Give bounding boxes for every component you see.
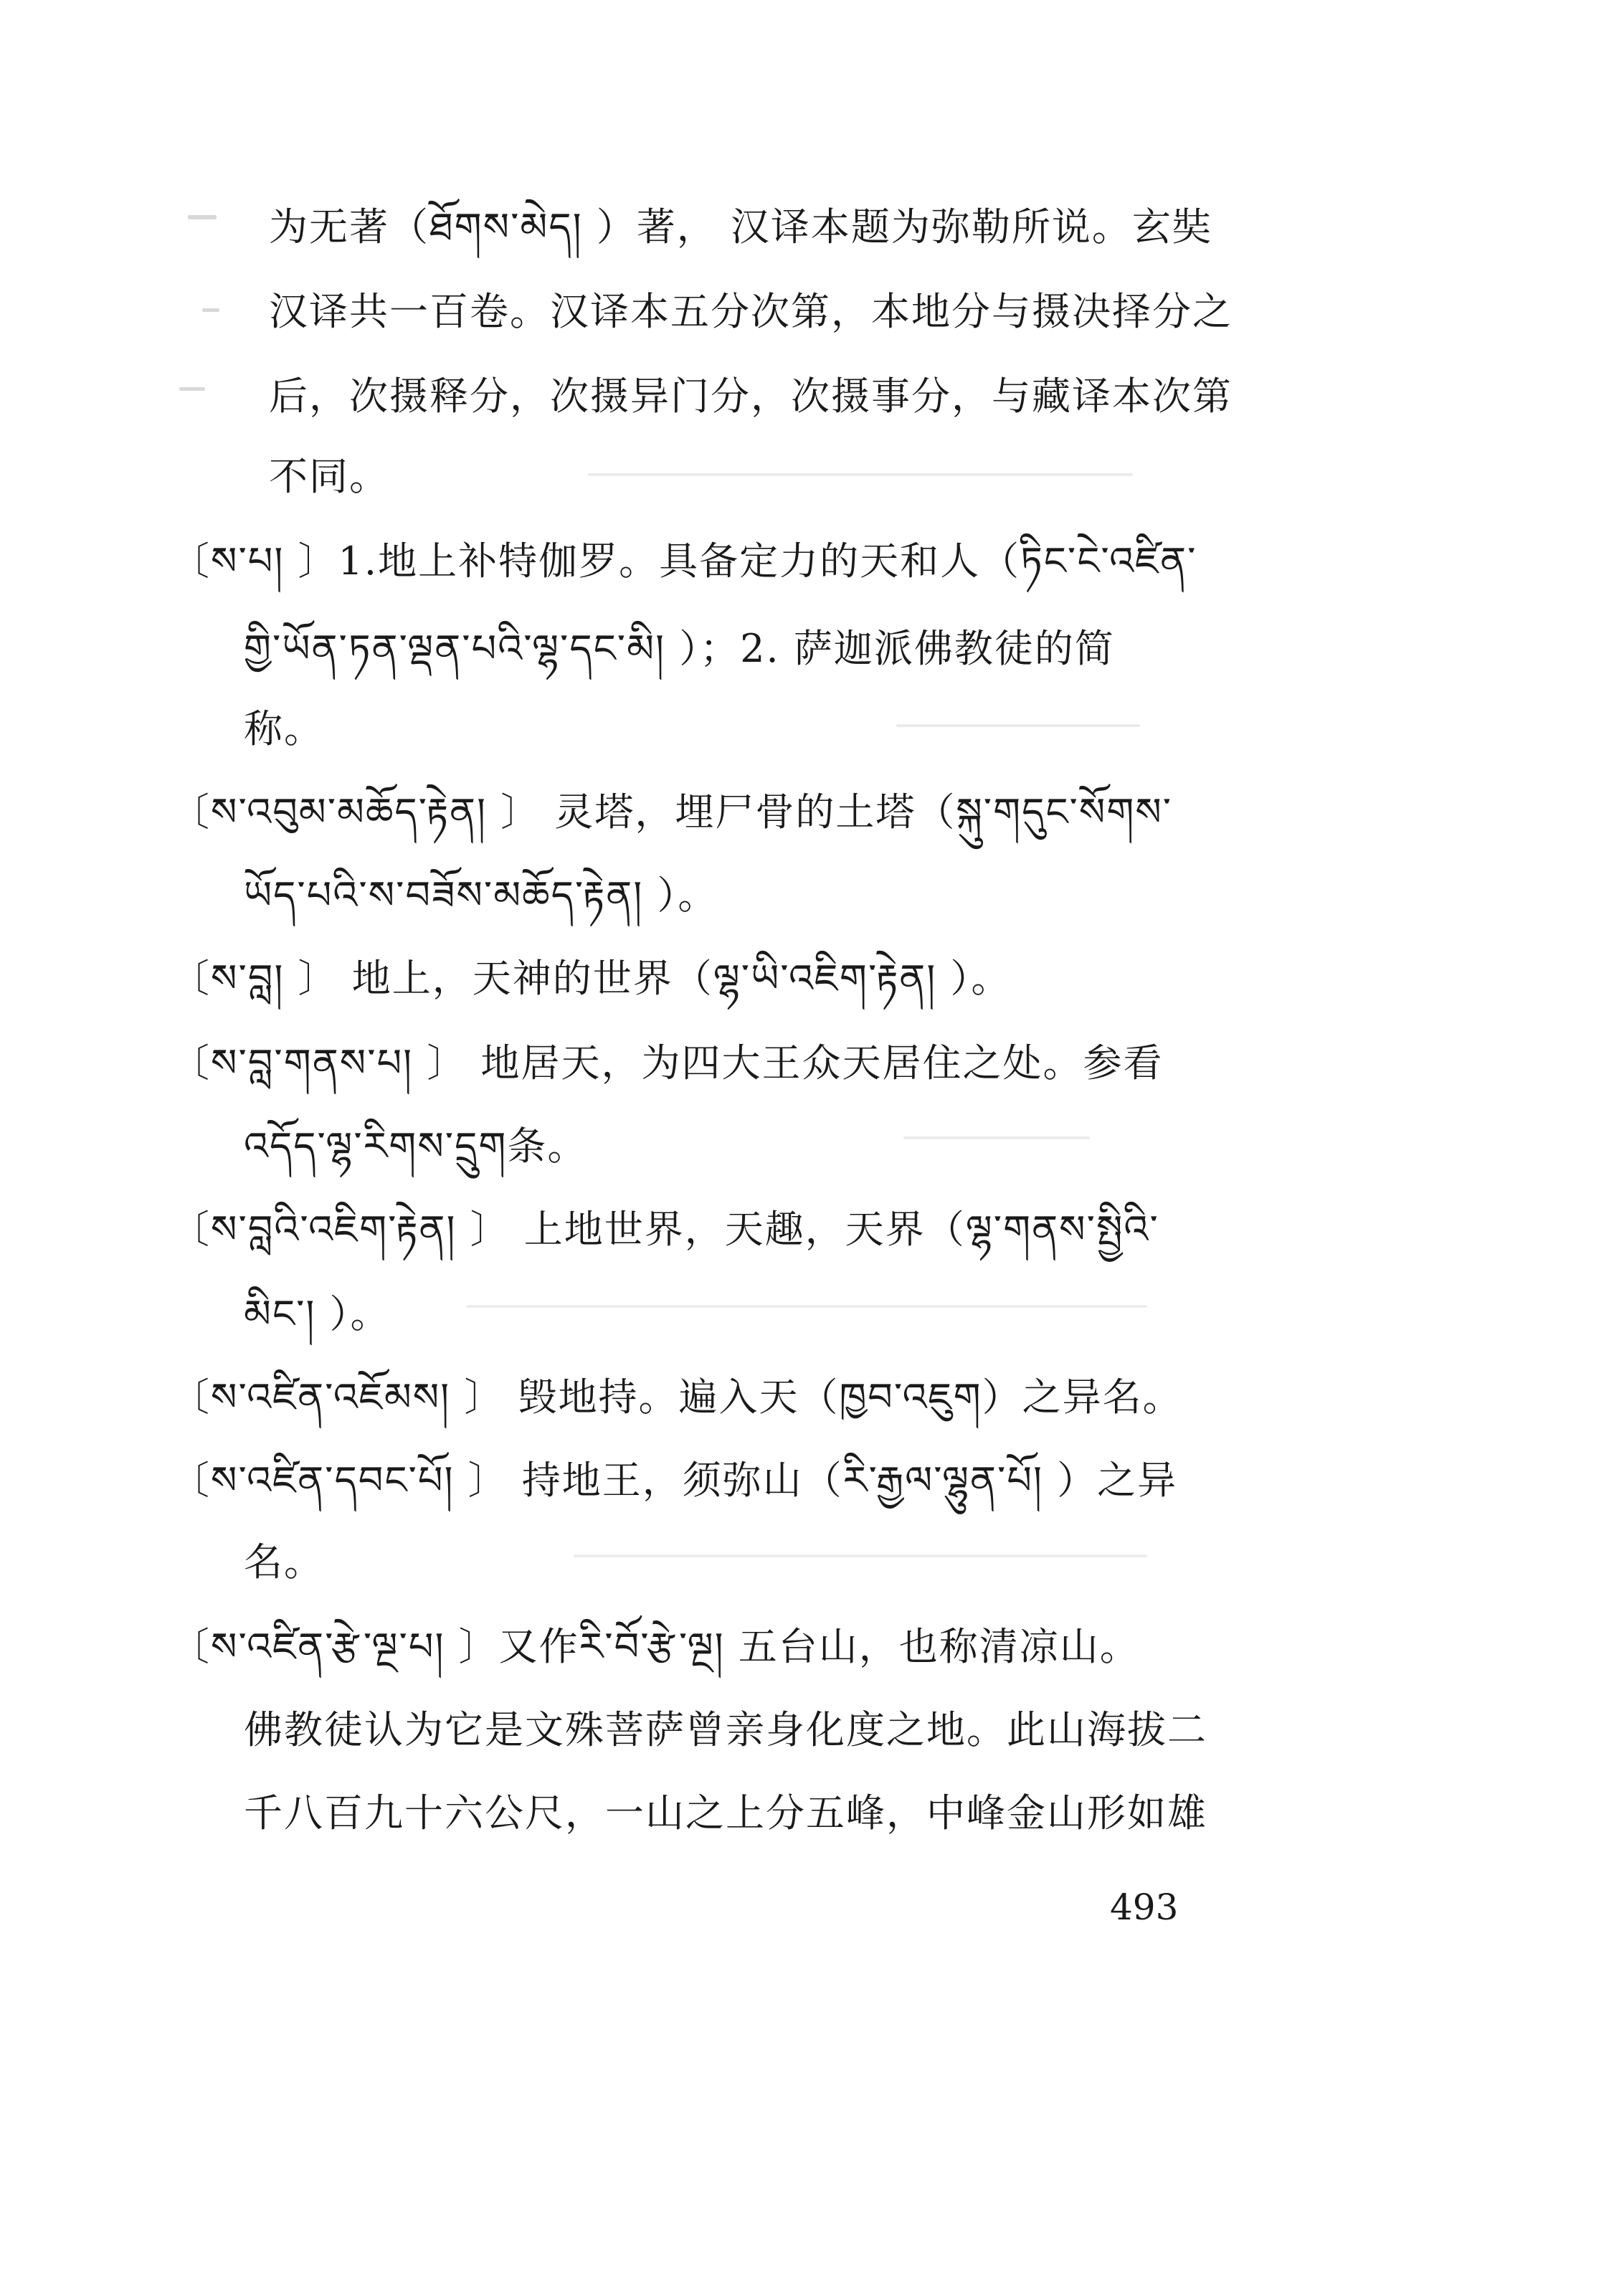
entry-headword-line: 〔ས་འཛིན་དབང་པོ། 〕 持地王，须弥山（རི་རྒྱལ་ལྷུན་པོ། ）之异 (171, 1458, 1178, 1503)
scan-speck (588, 473, 1133, 476)
text-line: 后，次摄释分，次摄异门分，次摄事分，与藏译本次第 (269, 374, 1233, 419)
scan-speck (574, 1554, 1147, 1557)
entry-headword-line: 〔ས་འབུམ་མཆོད་རྟེན། 〕 灵塔，埋尸骨的土塔（སྐུ་གདུང་སོགས་ (171, 789, 1173, 835)
text-line: འདོད་ལྷ་རིགས་དྲུག条。 (244, 1124, 588, 1169)
scan-speck (466, 1305, 1147, 1308)
entry-headword-line: 〔ས་པ། 〕1.地上补特伽罗。具备定力的天和人（ཏིང་ངེ་འཛིན་ (171, 538, 1197, 584)
page-number: 493 (1110, 1886, 1179, 1928)
entry-headword-line: 〔ས་བླ་གནས་པ། 〕 地居天，为四大王众天居住之处。参看 (171, 1040, 1164, 1086)
text-line: གྱི་ཡོན་ཏན་ལྡན་པའི་ལྷ་དང་མི། ）；2. 萨迦派佛教徒的简 (244, 626, 1115, 671)
text-line: 为无著（ཐོགས་མེད། ）著， 汉译本题为弥勒所说。玄奘 (269, 204, 1212, 250)
text-line: 不同。 (269, 454, 389, 499)
text-line: མིང་། ）。 (244, 1291, 391, 1337)
text-line: 千八百九十六公尺，一山之上分五峰，中峰金山形如雄 (244, 1790, 1207, 1836)
scan-speck (179, 387, 205, 391)
text-line: 称。 (244, 706, 324, 751)
scan-speck (903, 1136, 1090, 1139)
entry-headword-line: 〔ས་བླའི་འཇིག་རྟེན། 〕 上地世界，天趣，天界（ལྷ་གནས་སྤྱིའི་ (171, 1207, 1159, 1252)
scan-speck (188, 215, 217, 219)
entry-headword-line: 〔ས་འཛིན་འཇོམས། 〕 毁地持。遍入天（ཁྱབ་འཇུག）之异名。 (171, 1375, 1183, 1420)
scan-speck (202, 308, 219, 312)
scan-speck (896, 724, 1140, 727)
text-line: 名。 (244, 1539, 324, 1585)
entry-headword-line: 〔ས་བླ། 〕 地上，天神的世界（ལྷ་ཡི་འཇིག་རྟེན། ）。 (171, 956, 1012, 1001)
entry-headword-line: 〔ས་འཛིན་རྩེ་ལྔ་པ། 〕又作རི་བོ་རྩེ་ལྔ། 五台山，也称清凉山。 (171, 1624, 1140, 1669)
text-line: 佛教徒认为它是文殊菩萨曾亲身化度之地。此山海拔二 (244, 1707, 1207, 1752)
text-line: ཡོད་པའི་ས་བཟོས་མཆོད་རྟེན། ）。 (244, 873, 718, 918)
text-line: 汉译共一百卷。汉译本五分次第，本地分与摄决择分之 (269, 289, 1233, 334)
